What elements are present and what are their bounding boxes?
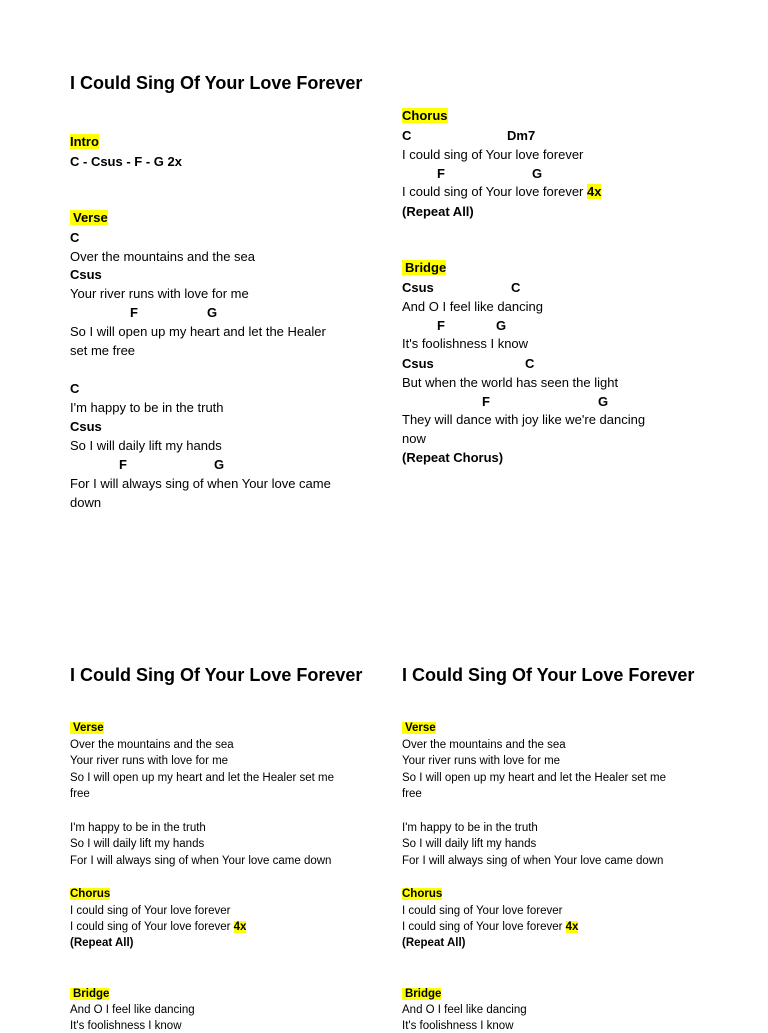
chord: G <box>598 394 609 409</box>
chord: F <box>130 305 138 320</box>
chord: G <box>207 305 218 320</box>
lyric-line: I could sing of Your love forever <box>402 147 584 162</box>
chord: F <box>119 457 127 472</box>
chord: C <box>70 230 80 245</box>
bridge-label: Bridge <box>402 987 441 1001</box>
lyric-line: I could sing of Your love forever <box>70 905 231 917</box>
lyric-line: I'm happy to be in the truth <box>402 822 538 834</box>
lyric-line: I could sing of Your love forever <box>402 905 563 917</box>
intro-chords: C - Csus - F - G 2x <box>70 154 182 169</box>
lyric-line: So I will daily lift my hands <box>70 438 222 453</box>
chord: Csus <box>402 280 434 295</box>
bridge-label: Bridge <box>70 987 109 1001</box>
repeat-all-note: (Repeat All) <box>70 937 134 949</box>
verse-label: Verse <box>70 721 104 735</box>
lyric-line: And O I feel like dancing <box>70 1004 195 1016</box>
lyric-line: I'm happy to be in the truth <box>70 822 206 834</box>
chorus-label: Chorus <box>402 108 448 123</box>
lyric-line: So I will daily lift my hands <box>402 838 537 850</box>
chord: C <box>511 280 521 295</box>
lyric-line: Over the mountains and the sea <box>70 249 256 264</box>
lyric-line: Your river runs with love for me <box>70 286 249 301</box>
lyric-line: down <box>70 495 102 510</box>
chord: F <box>482 394 490 409</box>
lyric-line: So I will open up my heart and let the Healer set me <box>70 772 335 784</box>
chord: C <box>525 356 535 371</box>
lyric-line: Over the mountains and the sea <box>402 739 566 751</box>
lyric-line: So I will daily lift my hands <box>70 838 205 850</box>
lyric-line: It's foolishness I know <box>70 1020 182 1032</box>
verse-label: Verse <box>402 721 436 735</box>
lyric-line: Over the mountains and the sea <box>70 739 234 751</box>
chorus-label: Chorus <box>402 888 443 900</box>
lyric-line: For I will always sing of when Your love came <box>70 476 331 491</box>
chord: Dm7 <box>507 128 536 143</box>
lyric-line: I'm happy to be in the truth <box>70 400 224 415</box>
chord: C <box>70 381 80 396</box>
repeat-all-note: (Repeat All) <box>402 937 466 949</box>
lyric-line: For I will always sing of when Your love came down <box>402 855 664 867</box>
intro-label: Intro <box>70 134 99 149</box>
lyric-line: But when the world has seen the light <box>402 375 619 390</box>
lyric-line: For I will always sing of when Your love came down <box>70 855 332 867</box>
chord: Csus <box>70 419 102 434</box>
repeat-chorus-note: (Repeat Chorus) <box>402 450 504 465</box>
lyric-line: I could sing of Your love forever 4x <box>70 921 247 933</box>
lyric-line: free <box>402 788 422 800</box>
chord: G <box>496 318 507 333</box>
chord: G <box>532 166 543 181</box>
lyric-line: And O I feel like dancing <box>402 299 543 314</box>
lyric-line: They will dance with joy like we're dancing <box>402 412 646 427</box>
lyric-line: Your river runs with love for me <box>402 755 561 767</box>
chord: Csus <box>70 267 102 282</box>
repeat-all-note: (Repeat All) <box>402 204 474 219</box>
verse-label: Verse <box>70 210 108 226</box>
lyric-line: now <box>402 431 426 446</box>
page-title: I Could Sing Of Your Love Forever <box>70 73 363 93</box>
lyric-line: So I will open up my heart and let the Healer <box>70 324 326 339</box>
chord: G <box>214 457 225 472</box>
lyric-sheet-title: I Could Sing Of Your Love Forever <box>70 665 363 685</box>
chorus-label: Chorus <box>70 888 111 900</box>
lyric-line: set me free <box>70 343 136 358</box>
chord: Csus <box>402 356 434 371</box>
chord: F <box>437 166 445 181</box>
lyric-line: It's foolishness I know <box>402 1020 514 1032</box>
lyric-line: So I will open up my heart and let the Healer set me <box>402 772 667 784</box>
lyric-line: free <box>70 788 90 800</box>
lyric-sheet-title: I Could Sing Of Your Love Forever <box>402 665 695 685</box>
lyric-line: I could sing of Your love forever 4x <box>402 921 579 933</box>
chord: C <box>402 128 412 143</box>
bridge-label: Bridge <box>402 260 446 276</box>
lyric-line: Your river runs with love for me <box>70 755 229 767</box>
lyric-line: And O I feel like dancing <box>402 1004 527 1016</box>
lyric-line: It's foolishness I know <box>402 336 529 351</box>
chord: F <box>437 318 445 333</box>
lyric-line: I could sing of Your love forever 4x <box>402 184 602 199</box>
